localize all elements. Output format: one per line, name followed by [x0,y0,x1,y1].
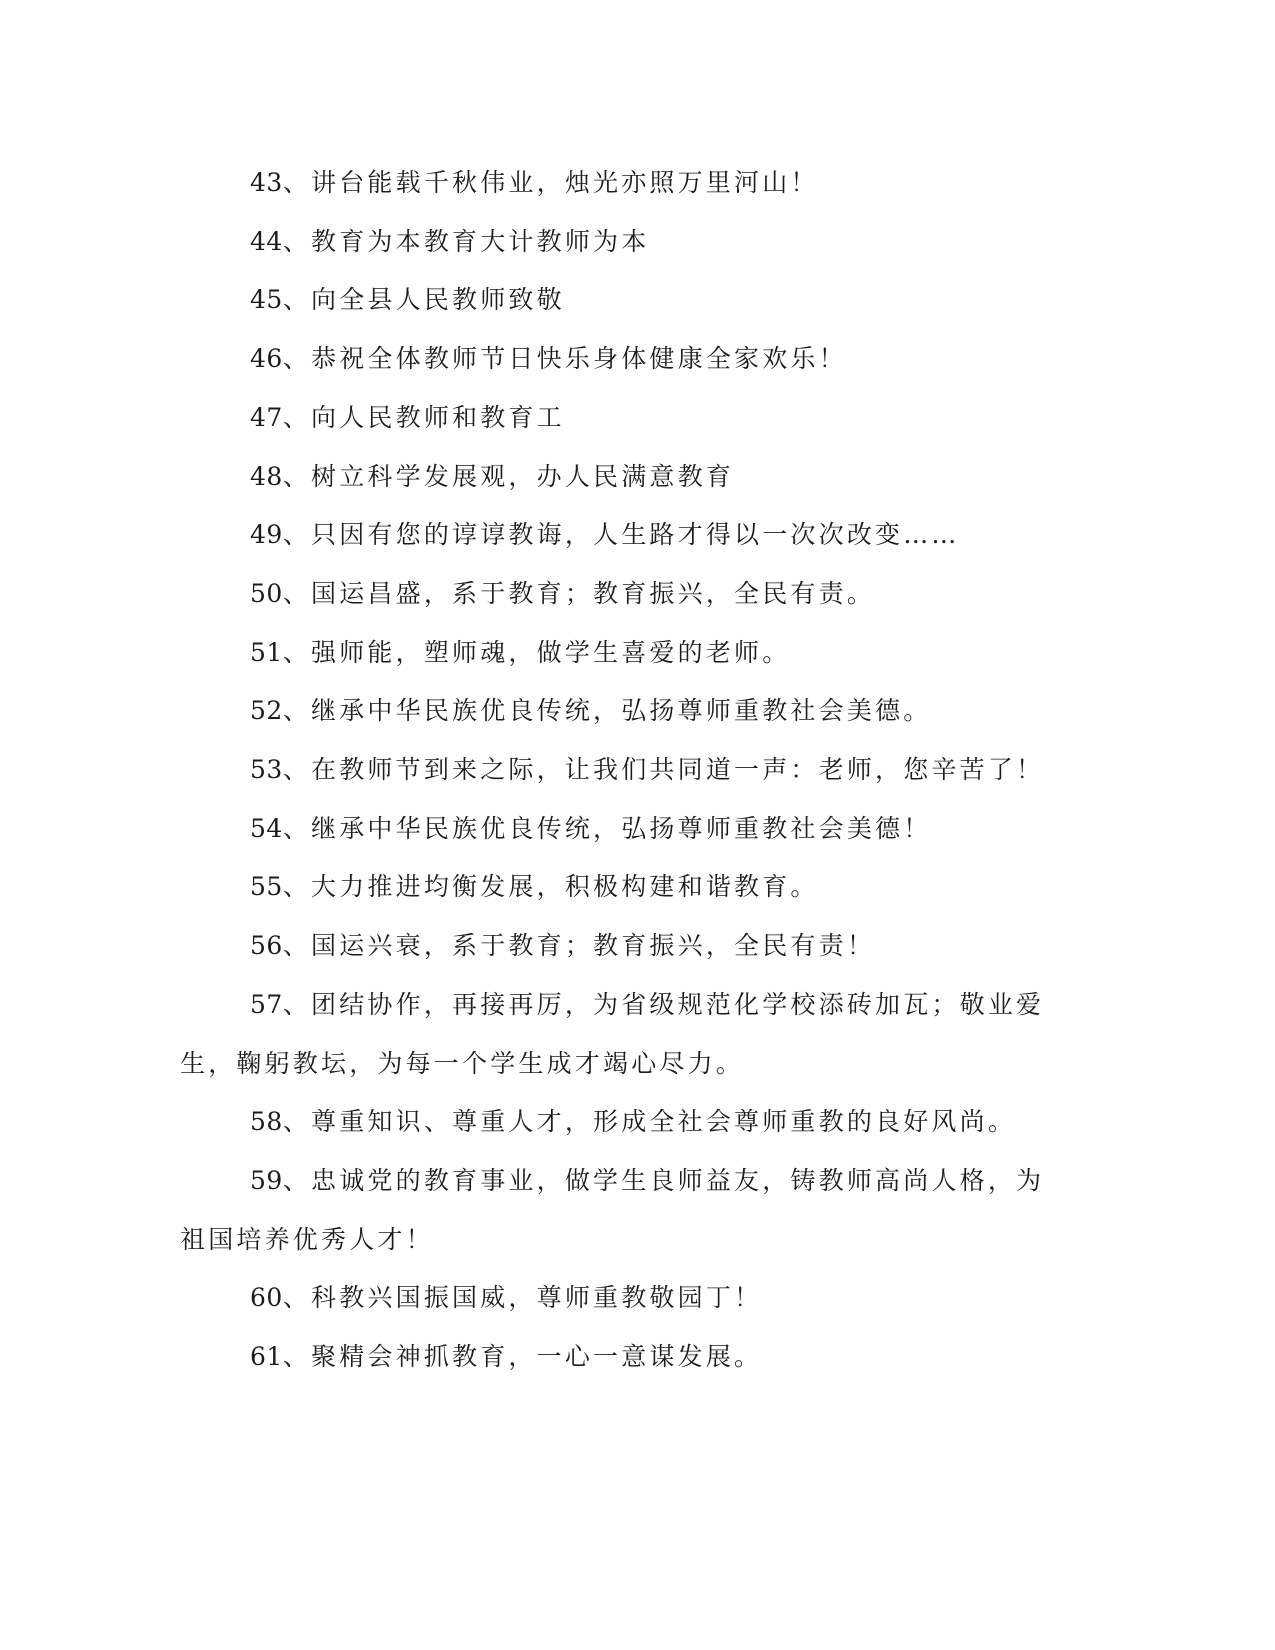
item-text: 团结协作，再接再厉，为省级规范化学校添砖加瓦；敬业爱生，鞠躬教坛，为每一个学生成才竭心尽力。 [180,989,1045,1078]
list-item: 50、国运昌盛，系于教育；教育振兴，全民有责。 [250,578,876,608]
item-text: 聚精会神抓教育，一心一意谋发展。 [311,1342,763,1372]
item-number: 43 [250,168,283,197]
item-number: 48 [250,461,283,491]
list-item: 56、国运兴衰，系于教育；教育振兴，全民有责！ [250,931,876,961]
item-text: 大力推进均衡发展，积极构建和谐教育。 [311,872,819,902]
list-item: 61、聚精会神抓教育，一心一意谋发展。 [250,1342,763,1372]
item-text: 继承中华民族优良传统，弘扬尊师重教社会美德！ [311,813,932,843]
item-text: 向全县人民教师致敬 [311,285,565,315]
list-item: 47、向人民教师和教育工 [250,402,565,432]
item-text: 强师能，塑师魂，做学生喜爱的老师。 [311,637,791,667]
item-text: 继承中华民族优良传统，弘扬尊师重教社会美德。 [311,696,932,726]
item-number: 56 [250,931,283,961]
item-text: 讲台能载千秋伟业，烛光亦照万里河山！ [311,168,819,197]
list-item: 55、大力推进均衡发展，积极构建和谐教育。 [250,872,819,902]
item-number: 44 [250,226,283,256]
list-item: 44、教育为本教育大计教师为本 [250,226,650,256]
item-number: 52 [250,696,283,726]
item-number: 51 [250,637,283,667]
item-number: 45 [250,285,283,315]
item-text: 尊重知识、尊重人才，形成全社会尊师重教的良好风尚。 [311,1107,1017,1137]
slogan-list [180,154,1060,1387]
item-number: 61 [250,1342,283,1372]
list-item: 46、恭祝全体教师节日快乐身体健康全家欢乐！ [250,344,847,374]
list-item: 49、只因有您的谆谆教诲，人生路才得以一次次改变…… [250,520,960,550]
item-text: 教育为本教育大计教师为本 [311,226,650,256]
item-number: 53 [250,755,283,785]
list-item: 45、向全县人民教师致敬 [250,285,565,315]
list-item: 58、尊重知识、尊重人才，形成全社会尊师重教的良好风尚。 [250,1107,1017,1137]
item-text: 树立科学发展观，办人民满意教育 [311,461,735,491]
item-number: 54 [250,813,283,843]
list-item: 59、忠诚党的教育事业，做学生良师益友，铸教师高尚人格，为祖国培养优秀人才！ [180,1165,1045,1254]
item-number: 47 [250,402,283,432]
item-number: 58 [250,1107,283,1137]
list-item: 54、继承中华民族优良传统，弘扬尊师重教社会美德！ [250,813,932,843]
list-item: 43、讲台能载千秋伟业，烛光亦照万里河山！ [250,168,819,197]
item-text: 国运昌盛，系于教育；教育振兴，全民有责。 [311,578,876,608]
item-number: 60 [250,1283,283,1313]
item-number: 57 [250,989,283,1019]
list-item: 53、在教师节到来之际，让我们共同道一声：老师，您辛苦了！ [250,755,1045,785]
item-text: 国运兴衰，系于教育；教育振兴，全民有责！ [311,931,876,961]
item-number: 46 [250,344,283,374]
list-item: 51、强师能，塑师魂，做学生喜爱的老师。 [250,637,791,667]
item-text: 忠诚党的教育事业，做学生良师益友，铸教师高尚人格，为祖国培养优秀人才！ [180,1165,1045,1254]
list-item: 57、团结协作，再接再厉，为省级规范化学校添砖加瓦；敬业爱生，鞠躬教坛，为每一个学生成才竭心尽力。 [180,989,1045,1078]
item-number: 50 [250,578,283,608]
list-item: 60、科教兴国振国威，尊师重教敬园丁！ [250,1283,763,1313]
item-text: 恭祝全体教师节日快乐身体健康全家欢乐！ [311,344,847,374]
item-text: 科教兴国振国威，尊师重教敬园丁！ [311,1283,763,1313]
item-number: 55 [250,872,283,902]
item-text: 在教师节到来之际，让我们共同道一声：老师，您辛苦了！ [311,755,1045,785]
item-text: 向人民教师和教育工 [311,402,565,432]
item-number: 49 [250,520,283,550]
item-number: 59 [250,1165,283,1195]
item-text: 只因有您的谆谆教诲，人生路才得以一次次改变…… [311,520,960,550]
list-item: 52、继承中华民族优良传统，弘扬尊师重教社会美德。 [250,696,932,726]
list-item: 48、树立科学发展观，办人民满意教育 [250,461,735,491]
